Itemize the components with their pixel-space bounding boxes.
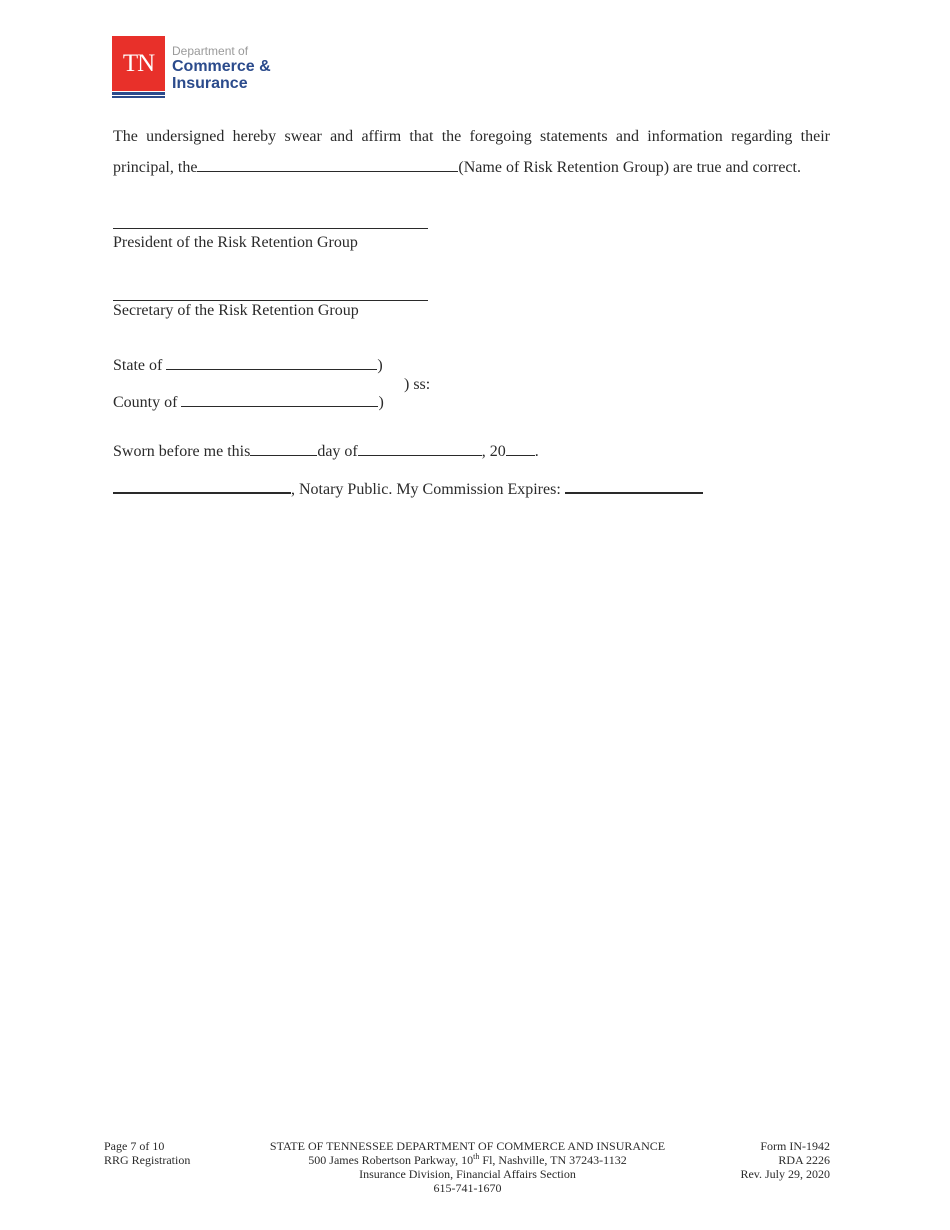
footer-division: Insurance Division, Financial Affairs Section: [359, 1167, 576, 1181]
footer-phone: 615-741-1670: [433, 1181, 502, 1195]
tn-commerce-insurance-logo: [112, 35, 282, 99]
notary-row: [113, 478, 703, 500]
secretary-label: Secretary of the Risk Retention Group: [113, 302, 359, 319]
logo-underline: [112, 92, 165, 95]
notary-text: , Notary Public. My Commission Expires:: [291, 481, 561, 498]
county-label: County of: [113, 394, 178, 411]
state-field[interactable]: [166, 355, 377, 370]
logo-underline-2: [112, 96, 165, 98]
logo-line-3: Insurance: [172, 75, 248, 92]
commission-expires-field[interactable]: [565, 478, 703, 494]
footer-department: STATE OF TENNESSEE DEPARTMENT OF COMMERCE AND INSURANCE: [269, 1139, 666, 1153]
sworn-day-label: day of: [317, 443, 358, 460]
logo-line-2: Commerce &: [172, 58, 271, 75]
footer-revision-date: Rev. July 29, 2020: [740, 1167, 830, 1181]
affirmation-line-2: [113, 157, 801, 178]
footer-page-number: Page 7 of 10: [104, 1139, 165, 1153]
affirmation-principal-text: principal, the: [113, 159, 198, 176]
president-signature-line[interactable]: [113, 228, 428, 229]
footer-right: [700, 1139, 830, 1181]
affirmation-end-text: (Name of Risk Retention Group) are true and correct.: [458, 159, 801, 176]
county-paren: ): [378, 394, 384, 411]
footer-left: [104, 1139, 190, 1167]
footer-form-number: Form IN-1942: [760, 1139, 830, 1153]
sworn-text: Sworn before me this: [113, 443, 251, 460]
state-row: [113, 355, 383, 376]
logo-wordmark: [172, 45, 271, 93]
logo-mark: TN: [112, 36, 165, 91]
footer-address: 500 James Robertson Parkway, 10th Fl, Nashville, TN 37243-1132: [308, 1152, 627, 1167]
sworn-year-field[interactable]: [506, 441, 535, 456]
sworn-row: [113, 441, 539, 462]
president-label: President of the Risk Retention Group: [113, 234, 358, 251]
county-row: [113, 392, 384, 413]
sworn-year-label: , 20: [481, 443, 506, 460]
sworn-period: .: [534, 443, 539, 460]
ss-label: ) ss:: [404, 376, 431, 393]
sworn-month-field[interactable]: [358, 441, 482, 456]
affirmation-line-1: The undersigned hereby swear and affirm that the foregoing statements and information regarding their: [113, 128, 830, 145]
rrg-name-field[interactable]: [197, 157, 458, 172]
logo-line-1: Department of: [172, 44, 249, 58]
notary-name-field[interactable]: [113, 478, 291, 494]
footer-center: [240, 1139, 695, 1195]
state-label: State of: [113, 357, 163, 374]
footer-rda-number: RDA 2226: [778, 1153, 830, 1167]
sworn-day-field[interactable]: [250, 441, 317, 456]
state-paren: ): [377, 357, 383, 374]
county-field[interactable]: [181, 392, 378, 407]
footer-form-title: RRG Registration: [104, 1153, 191, 1167]
